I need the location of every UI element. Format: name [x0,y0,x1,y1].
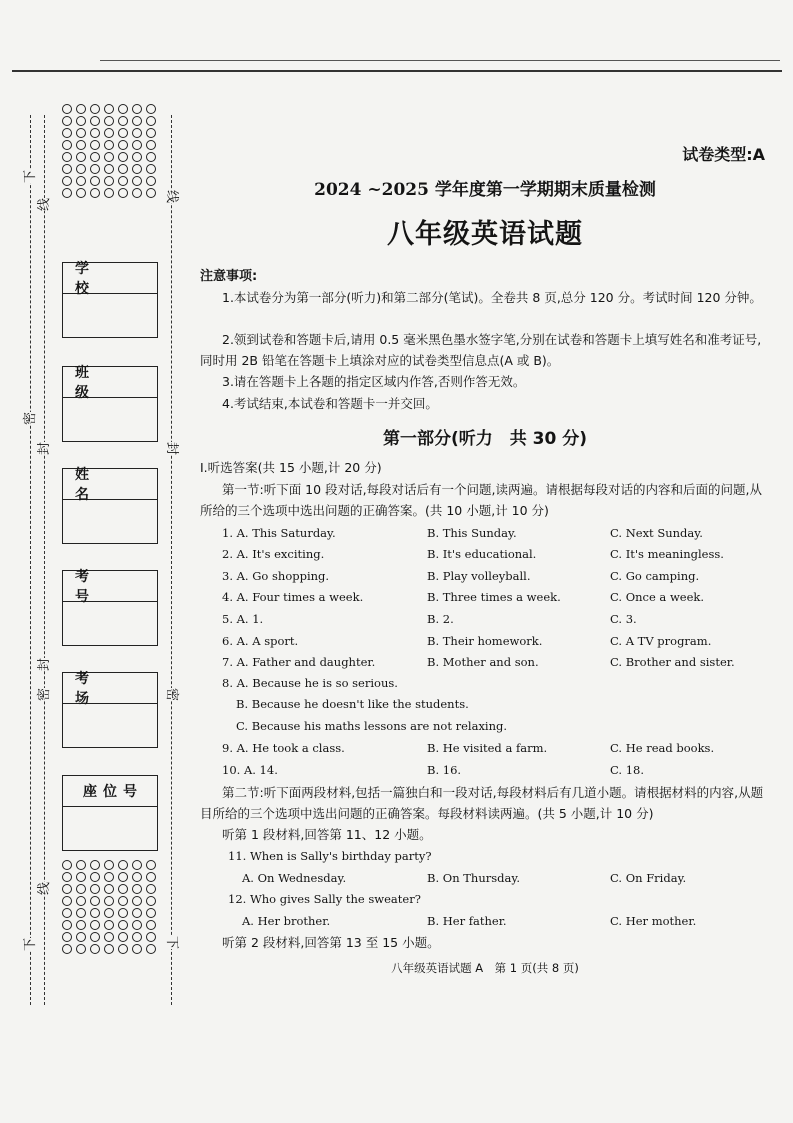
class-label: 班 级 [63,367,157,398]
q3-option-c: C. Go camping. [610,569,700,583]
binding-dot [76,860,86,870]
binding-dot [90,872,100,882]
outer-cut-line [30,115,31,1005]
binding-dot [90,104,100,114]
binding-dot [76,944,86,954]
binding-dot [104,920,114,930]
q8-option-c: C. Because his maths lessons are not relaxing. [236,719,508,733]
q7-option-b: B. Mother and son. [427,655,539,669]
binding-dot [104,860,114,870]
binding-dot [62,932,72,942]
binding-dot [90,152,100,162]
inner-xia-char: 下 [164,935,180,950]
exam-number-field[interactable] [62,570,158,646]
binding-dot [90,164,100,174]
q9-option-b: B. He visited a farm. [427,741,548,755]
note-item-3: 3.请在答题卡上各题的指定区域内作答,否则作答无效。 [222,374,526,389]
q2-option-b: B. It's educational. [427,547,537,561]
binding-dot [132,944,142,954]
binding-dot [76,152,86,162]
section2-intro: 第二节:听下面两段材料,包括一篇独白和一段对话,每段材料后有几道小题。请根据材料的内容,从题目所给的三个选项中选出问题的正确答案。每段材料读两遍。(共 5 小题,计 10 分) [200,785,764,821]
q8-option-a: 8. A. Because he is so serious. [222,676,398,690]
binding-dot [118,944,128,954]
binding-dot [146,176,156,186]
binding-dot [90,908,100,918]
q10-option-a: 10. A. 14. [222,763,278,777]
binding-dot [90,944,100,954]
binding-dot [132,188,142,198]
section1-intro: 第一节:听下面 10 段对话,每段对话后有一个问题,读两遍。请根据每段对话的内容和后面的问题,从所给的三个选项中选出问题的正确答案。(共 10 小题,计 10 分) [200,482,762,518]
binding-dot [62,176,72,186]
binding-dot [62,884,72,894]
binding-dot [118,872,128,882]
binding-dot [132,908,142,918]
q4-option-c: C. Once a week. [610,590,705,604]
q11-option-c: C. On Friday. [610,871,687,885]
binding-dot [104,908,114,918]
binding-dot [104,152,114,162]
q12-option-c: C. Her mother. [610,914,697,928]
outer-xia-char-2: 下 [23,937,39,952]
q4-option-b: B. Three times a week. [427,590,561,604]
binding-dot [104,872,114,882]
dot-pattern-top [62,104,158,198]
note-item-1: 1.本试卷分为第一部分(听力)和第二部分(笔试)。全卷共 8 页,总分 120 分。考试时间 120 分钟。 [222,290,762,305]
binding-dot [62,104,72,114]
binding-dot [118,896,128,906]
binding-dot [132,860,142,870]
q3-option-a: 3. A. Go shopping. [222,569,330,583]
binding-dot [132,896,142,906]
binding-dot [146,944,156,954]
q1-option-a: 1. A. This Saturday. [222,526,336,540]
binding-dot [118,920,128,930]
q12-option-a: A. Her brother. [242,914,331,928]
section-heading: Ⅰ.听选答案(共 15 小题,计 20 分) [200,460,382,475]
q5-option-b: B. 2. [427,612,454,626]
binding-dot [62,896,72,906]
binding-dot [118,860,128,870]
binding-dot [118,176,128,186]
inner-cut-line [171,115,172,1005]
binding-dot [62,140,72,150]
exam-room-label: 考 场 [63,673,157,704]
q8-option-b: B. Because he doesn't like the students. [236,697,469,711]
binding-dot [76,884,86,894]
q2-option-c: C. It's meaningless. [610,547,724,561]
outer-mi-char: 密 [23,411,39,426]
binding-dot [146,164,156,174]
binding-dot [90,116,100,126]
q9-option-c: C. He read books. [610,741,715,755]
binding-dot [146,932,156,942]
binding-dot [90,188,100,198]
outer-seal-char: 封 [37,441,53,456]
q7-option-a: 7. A. Father and daughter. [222,655,376,669]
binding-dot [104,944,114,954]
binding-dot [104,104,114,114]
binding-dot [104,188,114,198]
q2-option-a: 2. A. It's exciting. [222,547,325,561]
paper-type-label: 试卷类型:A [682,145,765,164]
notes-heading: 注意事项: [200,269,258,284]
binding-dot [76,164,86,174]
binding-dot [118,104,128,114]
binding-dot [62,152,72,162]
binding-dot [146,872,156,882]
q4-option-a: 4. A. Four times a week. [222,590,364,604]
note-item-2: 2.领到试卷和答题卡后,请用 0.5 毫米黑色墨水签字笔,分别在试卷和答题卡上填写姓名和准考证号,同时用 2B 铅笔在答题卡上填涂对应的试卷类型信息点(A 或 B)。 [200,332,762,368]
binding-dot [76,872,86,882]
q12-option-b: B. Her father. [427,914,507,928]
binding-dot [62,116,72,126]
q12-stem: 12. Who gives Sally the sweater? [228,892,421,906]
binding-dot [90,884,100,894]
binding-dot [90,128,100,138]
binding-dot [90,860,100,870]
binding-dot [104,140,114,150]
binding-dot [146,116,156,126]
binding-dot [76,932,86,942]
outer-line-char-2: 线 [37,881,53,896]
binding-dot [132,140,142,150]
material1-instruction: 听第 1 段材料,回答第 11、12 小题。 [222,827,432,842]
binding-dot [104,884,114,894]
binding-dot [76,104,86,114]
binding-dot [76,176,86,186]
binding-dot [132,152,142,162]
binding-dot [132,884,142,894]
binding-dot [104,116,114,126]
seat-number-field[interactable] [62,775,158,851]
binding-dot [62,164,72,174]
binding-dot [146,920,156,930]
binding-dot [76,908,86,918]
part1-title: 第一部分(听力 共 30 分) [382,429,588,449]
binding-dot [118,140,128,150]
binding-dot [62,128,72,138]
binding-dot [90,896,100,906]
binding-dot [76,896,86,906]
binding-dot [104,896,114,906]
name-field[interactable] [62,468,158,544]
binding-dot [76,920,86,930]
material2-instruction: 听第 2 段材料,回答第 13 至 15 小题。 [222,935,440,950]
q5-option-a: 5. A. 1. [222,612,264,626]
q1-option-c: C. Next Sunday. [610,526,703,540]
inner-line-char: 线 [164,189,180,204]
binding-dot [76,116,86,126]
binding-dot [76,128,86,138]
binding-dot [90,920,100,930]
binding-dot [76,188,86,198]
q3-option-b: B. Play volleyball. [427,569,531,583]
q6-option-b: B. Their homework. [427,634,543,648]
q7-option-c: C. Brother and sister. [610,655,735,669]
binding-dot [104,176,114,186]
name-label: 姓 名 [63,469,157,500]
binding-dot [132,176,142,186]
outer-seal-char-2: 封 [37,657,53,672]
inner-seal-char: 封 [164,441,180,456]
binding-dot [146,104,156,114]
exam-room-field[interactable] [62,672,158,748]
q6-option-a: 6. A. A sport. [222,634,299,648]
q11-option-b: B. On Thursday. [427,871,520,885]
binding-dot [104,932,114,942]
binding-dot [146,140,156,150]
binding-dot [62,872,72,882]
exam-number-label: 考 号 [63,571,157,602]
q1-option-b: B. This Sunday. [427,526,517,540]
q10-option-b: B. 16. [427,763,462,777]
binding-dot [62,908,72,918]
outer-mi-char-2: 密 [37,687,53,702]
binding-dot [118,932,128,942]
binding-dot [132,932,142,942]
binding-dot [90,176,100,186]
exam-year-title: 2024 ~2025 学年度第一学期期末质量检测 [314,180,656,200]
binding-dot [132,872,142,882]
q5-option-c: C. 3. [610,612,637,626]
note-item-4: 4.考试结束,本试卷和答题卡一并交回。 [222,396,438,411]
binding-dot [132,164,142,174]
binding-dot [118,884,128,894]
school-label: 学 校 [63,263,157,294]
q9-option-a: 9. A. He took a class. [222,741,345,755]
seat-number-label: 座位号 [63,776,157,807]
binding-dot [118,116,128,126]
binding-dot [90,140,100,150]
binding-dot [104,164,114,174]
binding-dot [132,116,142,126]
q11-option-a: A. On Wednesday. [242,871,347,885]
binding-dot [118,188,128,198]
binding-dot [62,944,72,954]
outer-line-char: 线 [37,197,53,212]
binding-dot [62,188,72,198]
binding-dot [118,164,128,174]
binding-dot [132,920,142,930]
binding-dot [146,884,156,894]
binding-dot [146,896,156,906]
binding-dot [132,128,142,138]
binding-dot [90,932,100,942]
inner-mi-char: 密 [164,687,180,702]
binding-dot [146,152,156,162]
binding-dot [104,128,114,138]
top-rule-thin [100,60,780,61]
binding-dot [118,152,128,162]
dot-pattern-bottom [62,860,158,954]
binding-dot [132,104,142,114]
binding-dot [62,860,72,870]
binding-dot [118,128,128,138]
binding-dot [76,140,86,150]
binding-dot [146,188,156,198]
binding-dot [118,908,128,918]
binding-dot [62,920,72,930]
top-rule [12,70,782,72]
binding-dot [146,908,156,918]
exam-main-title: 八年级英语试题 [387,219,583,250]
q6-option-c: C. A TV program. [610,634,712,648]
page-footer: 八年级英语试题 A 第 1 页(共 8 页) [391,961,579,975]
binding-dot [146,128,156,138]
outer-cut-line-2 [44,115,45,1005]
binding-dot [146,860,156,870]
q10-option-c: C. 18. [610,763,644,777]
school-field[interactable] [62,262,158,338]
q11-stem: 11. When is Sally's birthday party? [228,849,432,863]
class-field[interactable] [62,366,158,442]
outer-xia-char: 下 [23,169,39,184]
